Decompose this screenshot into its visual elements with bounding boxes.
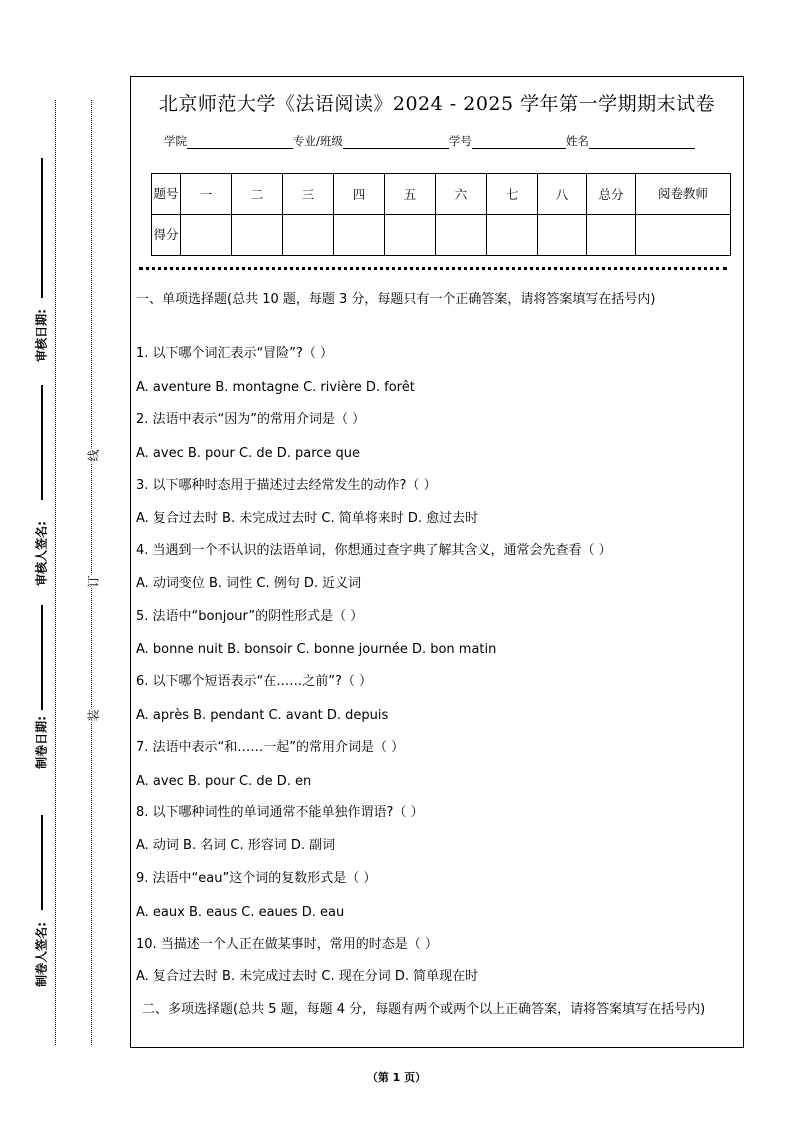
question-options: A. 动词 B. 名词 C. 形容词 D. 副词 xyxy=(136,838,336,853)
score-col-header: 总分 xyxy=(587,174,636,215)
score-col-header: 六 xyxy=(436,174,487,215)
score-cell[interactable] xyxy=(436,215,487,256)
left-dotted-line xyxy=(55,100,56,1045)
score-col-header: 三 xyxy=(283,174,334,215)
score-cell[interactable] xyxy=(587,215,636,256)
reviewer-sign-underline xyxy=(41,385,43,500)
score-col-header: 五 xyxy=(385,174,436,215)
reviewer-sign-label: 审核人签名: xyxy=(34,521,49,586)
score-cell[interactable] xyxy=(334,215,385,256)
score-row-label: 得分 xyxy=(152,215,181,256)
name-label: 姓名 xyxy=(565,134,589,148)
score-col-header: 一 xyxy=(181,174,232,215)
binding-char-zhuang: 装 xyxy=(86,709,101,722)
major-field[interactable] xyxy=(343,134,449,149)
score-cell[interactable] xyxy=(636,215,731,256)
question-text: 9. 法语中“eau”这个词的复数形式是（ ） xyxy=(136,871,377,886)
score-cell[interactable] xyxy=(283,215,334,256)
question-text: 2. 法语中表示“因为”的常用介词是（ ） xyxy=(136,412,366,427)
review-date-label: 审核日期: xyxy=(34,309,49,362)
question-text: 8. 以下哪种词性的单词通常不能单独作谓语?（ ） xyxy=(136,805,424,820)
question-options: A. aventure B. montagne C. rivière D. forêt xyxy=(136,380,415,395)
student-id-label: 学号 xyxy=(448,134,472,148)
exam-title: 北京师范大学《法语阅读》2024 - 2025 学年第一学期期末试卷 xyxy=(158,93,716,115)
score-table xyxy=(151,173,731,256)
score-col-header: 八 xyxy=(538,174,587,215)
maker-sign-label: 制卷人签名: xyxy=(34,922,49,987)
section2-heading: 二、多项选择题(总共 5 题，每题 4 分，每题有两个或两个以上正确答案，请将答案填写在括号内) xyxy=(142,1002,706,1017)
score-cell[interactable] xyxy=(487,215,538,256)
major-label: 专业/班级 xyxy=(293,134,343,148)
question-options: A. 动词变位 B. 词性 C. 例句 D. 近义词 xyxy=(136,576,362,591)
question-options: A. avec B. pour C. de D. en xyxy=(136,774,312,789)
score-cell[interactable] xyxy=(232,215,283,256)
score-col-header: 四 xyxy=(334,174,385,215)
section1-heading: 一、单项选择题(总共 10 题，每题 3 分，每题只有一个正确答案，请将答案填写在括号内) xyxy=(136,292,656,307)
make-date-underline xyxy=(41,605,43,710)
question-text: 3. 以下哪种时态用于描述过去经常发生的动作?（ ） xyxy=(136,478,437,493)
college-label: 学院 xyxy=(164,134,187,148)
question-options: A. eaux B. eaus C. eaues D. eau xyxy=(136,905,345,920)
question-text: 1. 以下哪个词汇表示“冒险”?（ ） xyxy=(136,346,334,361)
binding-char-ding: 订 xyxy=(86,575,101,588)
maker-sign-underline xyxy=(41,815,43,910)
score-col-header: 二 xyxy=(232,174,283,215)
question-options: A. après B. pendant C. avant D. depuis xyxy=(136,708,389,723)
score-table-score-row xyxy=(152,215,731,256)
student-id-field[interactable] xyxy=(472,134,566,149)
question-text: 10. 当描述一个人正在做某事时，常用的时态是（ ） xyxy=(136,937,438,952)
make-date-label: 制卷日期: xyxy=(34,716,49,769)
exam-frame xyxy=(130,76,744,1048)
question-text: 6. 以下哪个短语表示“在……之前”?（ ） xyxy=(136,674,373,689)
score-cell[interactable] xyxy=(538,215,587,256)
dotted-separator xyxy=(139,267,727,270)
binding-char-xian: 线 xyxy=(86,449,101,462)
score-cell[interactable] xyxy=(181,215,232,256)
question-options: A. bonne nuit B. bonsoir C. bonne journée D. bon matin xyxy=(136,642,497,657)
name-field[interactable] xyxy=(589,134,695,149)
review-date-underline xyxy=(41,158,43,298)
student-info-row xyxy=(164,133,695,149)
score-col-header: 七 xyxy=(487,174,538,215)
score-col-header: 题号 xyxy=(152,174,181,215)
score-table-header-row xyxy=(152,174,731,215)
question-text: 5. 法语中“bonjour”的阴性形式是（ ） xyxy=(136,609,364,624)
score-col-header: 阅卷教师 xyxy=(636,174,731,215)
question-text: 7. 法语中表示“和……一起”的常用介词是（ ） xyxy=(136,740,405,755)
question-options: A. 复合过去时 B. 未完成过去时 C. 简单将来时 D. 愈过去时 xyxy=(136,511,479,526)
question-options: A. avec B. pour C. de D. parce que xyxy=(136,446,361,461)
college-field[interactable] xyxy=(187,134,293,149)
question-options: A. 复合过去时 B. 未完成过去时 C. 现在分词 D. 简单现在时 xyxy=(136,969,479,984)
binding-dotted-line xyxy=(91,100,92,1045)
question-text: 4. 当遇到一个不认识的法语单词，你想通过查字典了解其含义，通常会先查看（ ） xyxy=(136,543,612,558)
page-number: （第 1 页） xyxy=(366,1071,427,1084)
score-cell[interactable] xyxy=(385,215,436,256)
